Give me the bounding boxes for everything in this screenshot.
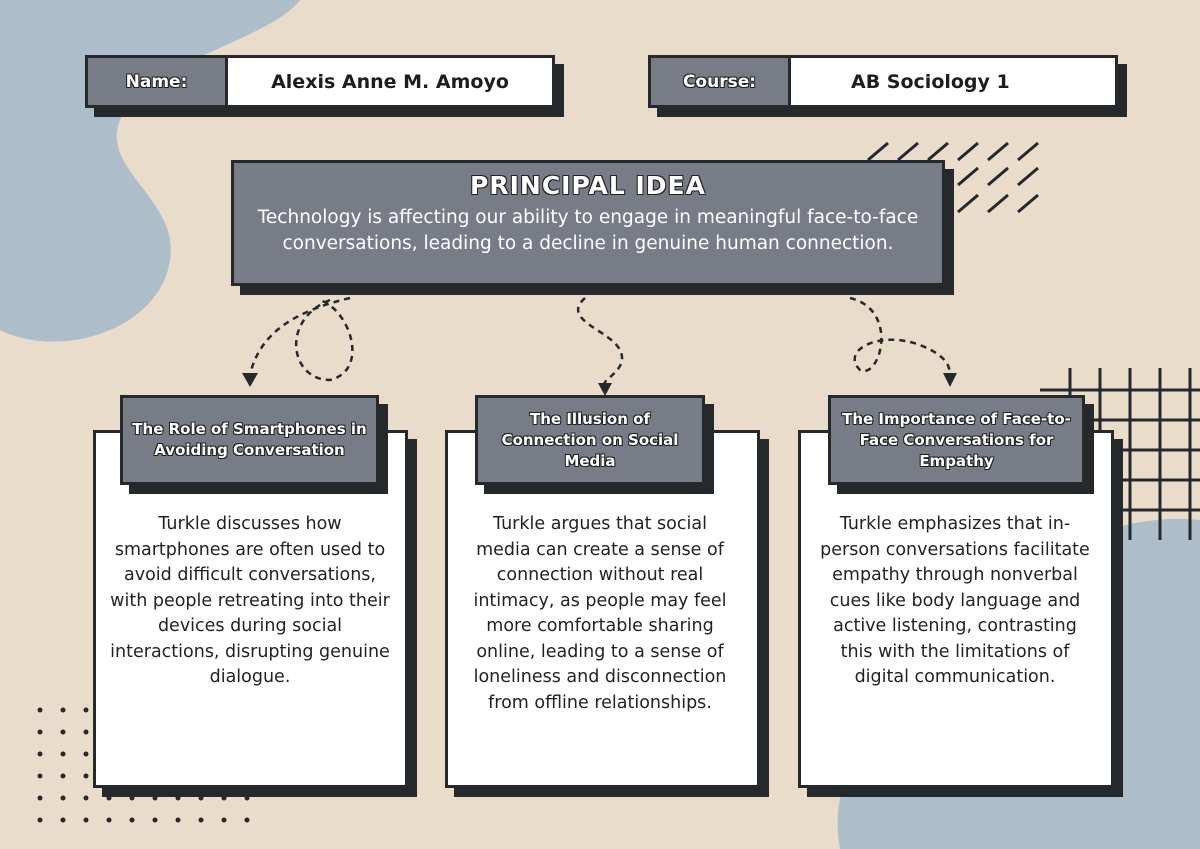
card-empathy-text: Turkle emphasizes that in-person conversations facilitate empathy through nonverbal cues like body language and active listening, contrasting this with the limitations of digital communication. xyxy=(820,514,1090,687)
principal-idea-text: Technology is affecting our ability to engage in meaningful face-to-face conversations, leading to a decline in genuine human connection. xyxy=(257,207,919,254)
dot xyxy=(153,796,158,801)
name-value: Alexis Anne M. Amoyo xyxy=(271,70,509,93)
dot xyxy=(38,730,43,735)
dot xyxy=(38,708,43,713)
dot xyxy=(107,796,112,801)
dot xyxy=(38,796,43,801)
arrow-heads xyxy=(242,373,957,396)
dot xyxy=(199,818,204,823)
dot xyxy=(38,774,43,779)
dot xyxy=(84,708,89,713)
dot xyxy=(38,818,43,823)
name-label: Name: xyxy=(125,71,188,92)
dot xyxy=(153,818,158,823)
principal-idea-box xyxy=(231,160,945,286)
card-smartphones-text: Turkle discusses how smartphones are often used to avoid difficult conversations, with people retreating into their devices during social interactions, disrupting genuine dialogue. xyxy=(110,514,390,687)
dot xyxy=(61,752,66,757)
dot xyxy=(61,818,66,823)
dot xyxy=(84,730,89,735)
dot xyxy=(38,752,43,757)
course-value: AB Sociology 1 xyxy=(851,70,1010,93)
dot xyxy=(245,796,250,801)
dot xyxy=(84,796,89,801)
principal-idea-title: PRINCIPAL IDEA xyxy=(470,170,706,200)
dot xyxy=(176,818,181,823)
dot xyxy=(107,818,112,823)
card-empathy-title: The Importance of Face-to-Face Conversations for Empathy xyxy=(828,395,1085,485)
dot xyxy=(84,752,89,757)
dot xyxy=(130,818,135,823)
dot xyxy=(61,708,66,713)
dot xyxy=(61,774,66,779)
dot xyxy=(61,730,66,735)
card-social-media-text: Turkle argues that social media can create a sense of connection without real intimacy, as people may feel more comfortable sharing online, leading to a sense of loneliness and disconnection from offline relationships. xyxy=(473,514,727,713)
dashed-arrows xyxy=(250,298,950,385)
dot xyxy=(199,796,204,801)
dot xyxy=(176,796,181,801)
dot xyxy=(61,796,66,801)
dot xyxy=(222,796,227,801)
card-smartphones-title: The Role of Smartphones in Avoiding Conversation xyxy=(120,395,379,485)
course-label: Course: xyxy=(682,71,757,92)
dot xyxy=(245,818,250,823)
dot xyxy=(130,796,135,801)
dot xyxy=(222,818,227,823)
dot xyxy=(84,774,89,779)
card-social-media-title: The Illusion of Connection on Social Media xyxy=(475,395,705,485)
dot xyxy=(84,818,89,823)
